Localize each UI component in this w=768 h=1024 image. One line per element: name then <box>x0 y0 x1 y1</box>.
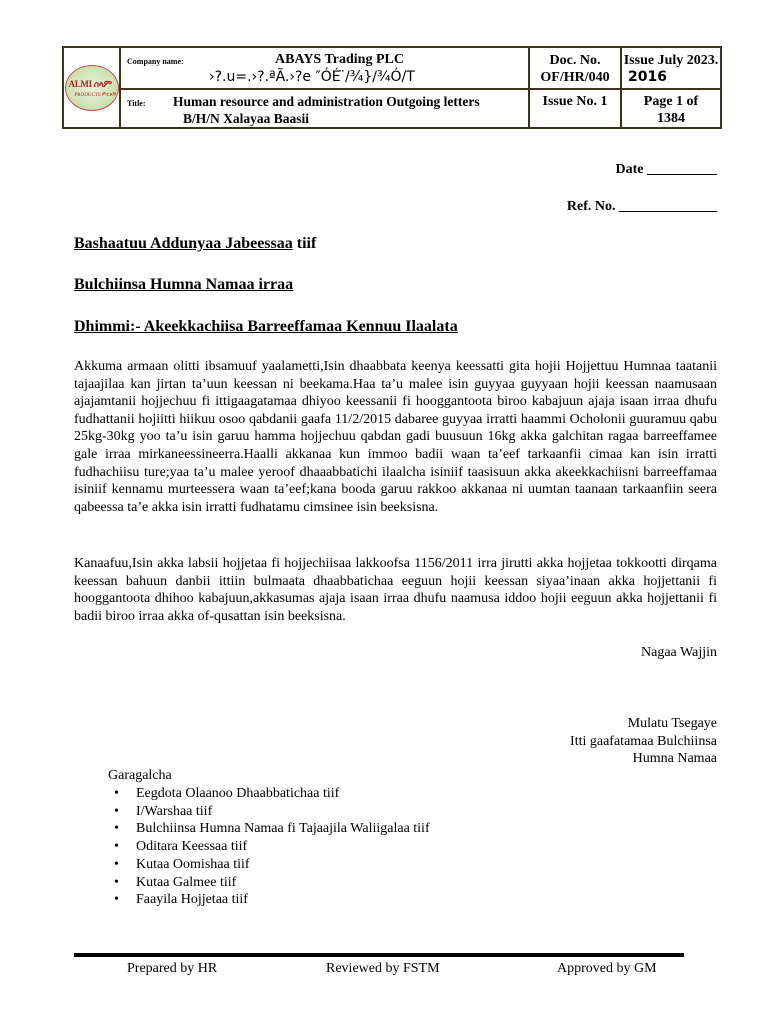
title-line-1: Human resource and administration Outgoing letters <box>173 94 480 109</box>
footer-reviewed: Reviewed by FSTM <box>326 961 440 976</box>
cc-title: Garagalcha <box>108 768 172 783</box>
list-item: • Kutaa Oomishaa tiif <box>114 856 250 872</box>
body-paragraph-1: Akkuma armaan olitti ibsamuuf yaalametti,Isin dhaabbata keenya keessatti gita hojii Hojjettuu Humnaa taatanii tajaajilaa kan jirtan ta’uun keessan ni beekama.Haa ta’u malee isin guyyaa guyyaan hojii keessan naamusaan ajajamtanii hojjechuu fi ittigaagatamaa dhiyoo keessanii fi hooggantoota biroo kabajuun ajaja isaan irraa dhufu fudhattanii hojiitti hiikuu osoo qabdanii gaafa 11/2/2015 dabaree guyyaa irratti haammi Ocholonii guuramuu qabu 25kg-30kg yoo ta’u isin garuu hamma hojjechuu qabdan gadi buusuun 16kg akka galchitan ragaa barreeffamee gale irraa mirkaneessineerra.Haalli akkanaa kun immoo badii waan ta’eef tarkaanfii cimaa kan isin irratti fudhachiisu ture;yaa ta’u malee yeroof dhaaabbatichi ilaalcha isiniif taasisuun akka akeekkachiisni barreeffamaa isiniif kennamu murteessera waan ta’eef;kana booda garuu rakkoo akkanaa ni uumtan taanaan tarkaanfiin seera qabeessa ta’e akka isin irratti fudhatamu cimsinee isin beeksisna. <box>74 359 717 515</box>
issue-no-cell <box>529 89 621 128</box>
bullet-icon: • <box>114 856 119 872</box>
title-line-2: B/H/N Xalayaa Baasii <box>183 111 310 126</box>
recipient-line <box>74 235 316 253</box>
company-name-amharic: ›?.u=.›?.ªÃ.›?e ″ÓÉ ̈/¾}/¾Ó/T <box>209 69 415 85</box>
footer-prepared: Prepared by HR <box>127 961 218 976</box>
issue-date-cell <box>621 47 721 89</box>
title-label: Title: <box>127 99 146 108</box>
bullet-icon: • <box>114 892 119 908</box>
bullet-icon: • <box>114 821 119 837</box>
body-paragraph-2: Kanaafuu,Isin akka labsii hojjetaa fi hojjechiisaa lakkoofsa 1156/2011 irra jirutti akka hojjetaa tokkootti dirqama keessan bahuun danbii ittiin bulmaata dhaabbatichaa eeguun hojii keessan siyaa’inaan akka hojjettanii fi hooggantoota dhihoo kabajuun,akkasumas ajaja isaan irraa dhufu naamusa iddoo hojii eeguun akka hojjettanii fi badii biroo irraa akka of-qusattan isin beeksisna. <box>74 556 717 624</box>
logo-text: ALMI ሰላም <box>68 78 112 89</box>
list-item: • Oditara Keessaa tiif <box>114 839 248 855</box>
subject-line: Dhimmi:- Akeekkachiisa Barreeffamaa Kennuu Ilaalata <box>74 318 458 335</box>
doc-no-cell <box>529 47 621 89</box>
list-item: • Faayila Hojjetaa tiif <box>114 892 248 908</box>
signatory-title-2: Humna Namaa <box>632 751 717 766</box>
title-cell <box>120 89 529 128</box>
company-name-label: Company name: <box>127 57 184 66</box>
list-item: • Bulchiinsa Humna Namaa fi Tajaajila Waliigalaa tiif <box>114 821 430 837</box>
list-item: • Eegdota Olaanoo Dhaabbatichaa tiif <box>114 786 340 801</box>
bullet-icon: • <box>114 874 119 890</box>
company-name: ABAYS Trading PLC <box>275 52 404 67</box>
footer-divider <box>74 953 684 957</box>
signatory-title-1: Itti gaafatamaa Bulchiinsa <box>570 733 717 749</box>
page-line-1: Page 1 of <box>643 94 699 109</box>
date-field: Date __________ <box>615 162 717 177</box>
issue-year: 2016 <box>628 69 667 85</box>
doc-no: OF/HR/040 <box>540 70 610 85</box>
closing: Nagaa Wajjin <box>641 645 717 660</box>
company-logo <box>65 65 119 111</box>
sender-line: Bulchiinsa Humna Namaa irraa <box>74 276 294 293</box>
ref-no-field: Ref. No. ______________ <box>566 199 717 214</box>
bullet-icon: • <box>114 839 119 855</box>
list-item: • I/Warshaa tiif <box>114 803 213 819</box>
page-cell <box>621 89 721 128</box>
signatory-name: Mulatu Tsegaye <box>627 716 717 731</box>
signature-block <box>570 715 717 768</box>
issue-no: Issue No. 1 <box>542 94 608 109</box>
bullet-icon: • <box>114 803 119 819</box>
page-line-2: 1384 <box>657 111 685 126</box>
footer-approved: Approved by GM <box>557 961 657 976</box>
bullet-icon: • <box>114 786 119 801</box>
cc-list <box>112 785 430 909</box>
doc-no-label: Doc. No. <box>549 53 601 68</box>
recipient-name: Bashaatuu Addunyaa Jabeessaa <box>74 235 293 252</box>
issue-date-label: Issue July 2023. <box>623 53 719 68</box>
list-item: • Kutaa Galmee tiif <box>114 874 237 890</box>
document-header <box>62 46 722 129</box>
recipient-suffix: tiif <box>292 235 317 252</box>
logo-subtext: PRODUCTS ምርቶች <box>74 92 116 98</box>
logo-cell <box>63 47 120 128</box>
company-name-cell <box>120 47 529 89</box>
